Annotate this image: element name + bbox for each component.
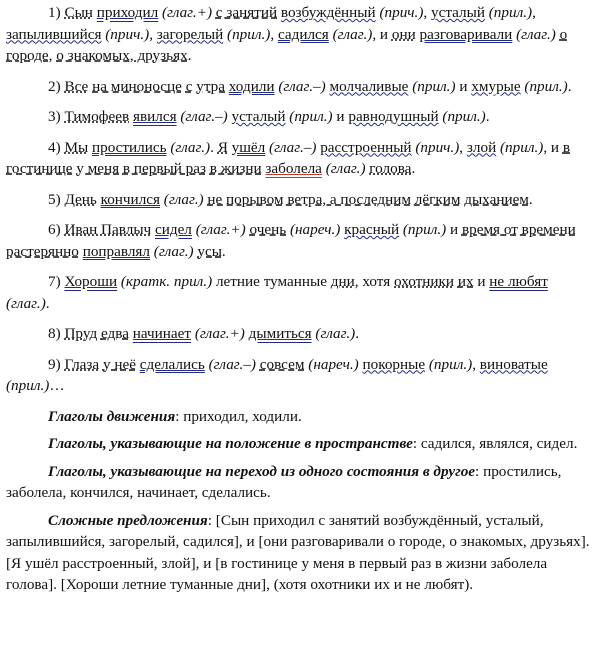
sentence-fragment: . (355, 325, 359, 342)
grammar-note: (глаг.–) (180, 108, 228, 125)
sentence-fragment: , (472, 355, 480, 373)
sentence-item (6, 354, 590, 397)
sentence-fragment: Иван Павлыч (64, 221, 152, 238)
sentence-number: 2) (48, 77, 61, 95)
grammar-note: (глаг.) (332, 25, 373, 43)
sentence-fragment: не порывом ветра, а последним лёгким дыханием (207, 190, 529, 208)
grammar-note: (прил.) (500, 138, 544, 156)
sentence-fragment: возбуждённый (280, 4, 376, 21)
sentence-item (6, 219, 590, 262)
sentence-fragment: о городе (6, 25, 568, 64)
sentence-fragment: День (64, 190, 97, 208)
sentence-fragment: дни (330, 273, 355, 290)
grammar-note: (прил.) (402, 221, 447, 238)
sentence-item (6, 137, 590, 180)
sentence-fragment: Пруд (64, 325, 98, 342)
summary-section (6, 406, 590, 596)
transition-verbs-heading: Глаголы, указывающие на переход из одного состояния в другое (48, 462, 476, 480)
sentence-fragment: они (391, 25, 416, 43)
sentence-fragment: Мы (64, 138, 89, 156)
sentence-fragment: у неё (102, 355, 136, 373)
sentence-number: 7) (48, 273, 61, 290)
grammar-note: (прил.) (6, 377, 50, 394)
sentence-fragment: покорные (362, 355, 426, 373)
grammar-note: (кратк. прил.) (120, 273, 213, 290)
transition-verbs-list: : простились, заболела, кончился, начинает, сделались. (6, 462, 562, 501)
position-verbs-paragraph (6, 433, 590, 455)
sentence-fragment: расстроенный (320, 138, 412, 156)
grammar-note: (прич.) (105, 25, 150, 43)
sentence-fragment: охотники (394, 273, 455, 290)
sentence-fragment: красный (344, 221, 400, 238)
grammar-note: (глаг.) (315, 325, 356, 342)
complex-sentences-paragraph (6, 510, 590, 596)
grammar-note: (глаг.–) (269, 138, 317, 156)
sentence-number: 5) (48, 190, 61, 208)
sentence-fragment: и (473, 273, 490, 290)
sentence-fragment: Все (64, 77, 89, 95)
sentence-item (6, 189, 590, 211)
grammar-note: (глаг.–) (278, 77, 326, 95)
sentence-fragment: . (221, 242, 226, 260)
grammar-note: (прил.) (442, 108, 486, 125)
sentence-fragment: усы (197, 242, 222, 260)
sentence-fragment: их (457, 273, 474, 290)
sentence-fragment: простились (91, 138, 167, 156)
sentence-item (6, 323, 590, 345)
sentence-fragment: на миноносце (92, 77, 182, 95)
complex-sentences-text: : [Сын приходил с занятий возбуждённый, усталый, запылившийся, загорелый, садился], и [они разговаривали о городе, о знакомых, друзьях]. [Я ушёл расстроенный, злой], и [в гостинице у меня в первый раз в жизни заболела голова]. [Хороши летние туманные дни], (хотя охотники их и не любят). (6, 511, 590, 593)
sentence-fragment: Глаза (64, 355, 100, 373)
sentence-item (6, 271, 590, 314)
sentence-fragment: . (567, 77, 572, 95)
sentence-list (6, 2, 590, 397)
sentence-fragment: о знакомых, друзьях (56, 47, 188, 64)
sentence-fragment: . (187, 47, 192, 64)
sentence-fragment: очень (249, 221, 287, 238)
position-verbs-list: : садился, являлся, сидел. (412, 435, 578, 452)
sentence-fragment: и (455, 77, 472, 95)
sentence-fragment: в гостинице (6, 138, 571, 177)
sentence-fragment: , (532, 4, 536, 21)
grammar-note: (глаг.) (170, 138, 211, 156)
sentence-fragment: запылившийся (6, 25, 102, 43)
sentence-fragment: в первый раз (122, 160, 206, 177)
grammar-note: (глаг.–) (208, 355, 256, 373)
grammar-note: (глаг.+) (161, 4, 212, 21)
sentence-fragment: разговаривали (419, 25, 513, 43)
motion-verbs-heading: Глаголы движения (48, 407, 176, 425)
sentence-fragment: не любят (489, 273, 548, 290)
sentence-fragment: , (48, 47, 57, 64)
motion-verbs-paragraph (6, 406, 590, 428)
sentence-fragment: Сын (64, 4, 93, 21)
sentence-fragment: садился (277, 25, 329, 43)
sentence-fragment: . (485, 108, 490, 125)
sentence-fragment: голова (369, 160, 412, 177)
sentence-fragment: . (45, 294, 50, 312)
grammar-note: (глаг.) (6, 294, 46, 312)
sentence-fragment: с занятий (215, 4, 278, 21)
grammar-note: (нареч.) (308, 355, 359, 373)
sentence-fragment: и (332, 108, 349, 125)
sentence-fragment: загорелый (156, 25, 224, 43)
sentence-item (6, 106, 590, 128)
grammar-note: (глаг.+) (195, 221, 246, 238)
sentence-fragment: усталый (231, 108, 286, 125)
sentence-fragment: , и (372, 25, 392, 43)
sentence-fragment: Я (217, 138, 228, 156)
sentence-fragment: виноватые (479, 355, 548, 373)
grammar-note: (глаг.+) (194, 325, 245, 342)
position-verbs-heading: Глаголы, указывающие на положение в пространстве (48, 435, 413, 452)
sentence-number: 1) (48, 4, 61, 21)
sentence-number: 9) (48, 355, 61, 373)
grammar-note: (прил.) (428, 355, 473, 373)
sentence-fragment: хмурые (471, 77, 521, 95)
sentence-fragment: сидел (154, 221, 192, 238)
grammar-note: (прил.) (227, 25, 271, 43)
sentence-fragment: сделались (139, 355, 205, 373)
grammar-note: (глаг.) (325, 160, 366, 177)
sentence-fragment: растерянно (6, 242, 79, 260)
transition-verbs-paragraph (6, 461, 590, 504)
sentence-number: 6) (48, 221, 61, 238)
grammar-note: (нареч.) (289, 221, 341, 238)
sentence-fragment: время от времени (461, 221, 576, 238)
sentence-number: 3) (48, 108, 61, 125)
sentence-fragment: , (270, 25, 278, 43)
sentence-fragment: ходили (228, 77, 275, 95)
grammar-note: (прил.) (289, 108, 333, 125)
sentence-fragment: заболела (265, 160, 322, 177)
sentence-fragment: явился (132, 108, 177, 125)
grammar-note: (глаг.) (153, 242, 194, 260)
sentence-fragment: . (528, 190, 533, 208)
grammar-note: (прич.) (379, 4, 424, 21)
grammar-note: (глаг.) (163, 190, 204, 208)
sentence-fragment: Хороши (64, 273, 118, 290)
sentence-fragment: Тимофеев (64, 108, 130, 125)
sentence-fragment: ушёл (231, 138, 266, 156)
sentence-fragment: , (149, 25, 157, 43)
motion-verbs-list: : приходил, ходили. (175, 407, 302, 425)
sentence-fragment: и (446, 221, 462, 238)
sentence-item (6, 2, 590, 67)
sentence-fragment: едва (100, 325, 129, 342)
sentence-fragment: , хотя (354, 273, 394, 290)
sentence-item (6, 76, 590, 98)
complex-sentences-heading: Сложные предложения (48, 511, 208, 529)
sentence-fragment: , и (543, 138, 563, 156)
sentence-fragment: … (49, 377, 65, 394)
sentence-fragment: . (411, 160, 416, 177)
sentence-number: 4) (48, 138, 61, 156)
sentence-fragment: молчаливые (329, 77, 409, 95)
sentence-fragment: , (459, 138, 467, 156)
sentence-fragment: кончился (100, 190, 160, 208)
sentence-fragment: начинает (132, 325, 192, 342)
grammar-note: (глаг.) (516, 25, 556, 43)
sentence-fragment: в жизни (209, 160, 262, 177)
sentence-fragment: . (210, 138, 218, 156)
sentence-fragment: равнодушный (348, 108, 439, 125)
sentence-fragment: совсем (259, 355, 305, 373)
sentence-fragment: усталый (431, 4, 485, 21)
sentence-number: 8) (48, 325, 61, 342)
sentence-fragment: злой (466, 138, 497, 156)
sentence-fragment: поправлял (82, 242, 150, 260)
sentence-fragment: летние туманные (212, 273, 331, 290)
sentence-fragment: дымиться (248, 325, 312, 342)
grammar-note: (прил.) (488, 4, 533, 21)
sentence-fragment: у меня (76, 160, 120, 177)
grammar-note: (прил.) (412, 77, 456, 95)
grammar-note: (прил.) (524, 77, 568, 95)
grammar-note: (прич.) (415, 138, 460, 156)
sentence-fragment: приходил (96, 4, 159, 21)
sentence-fragment: , (423, 4, 431, 21)
sentence-fragment: с утра (185, 77, 225, 95)
